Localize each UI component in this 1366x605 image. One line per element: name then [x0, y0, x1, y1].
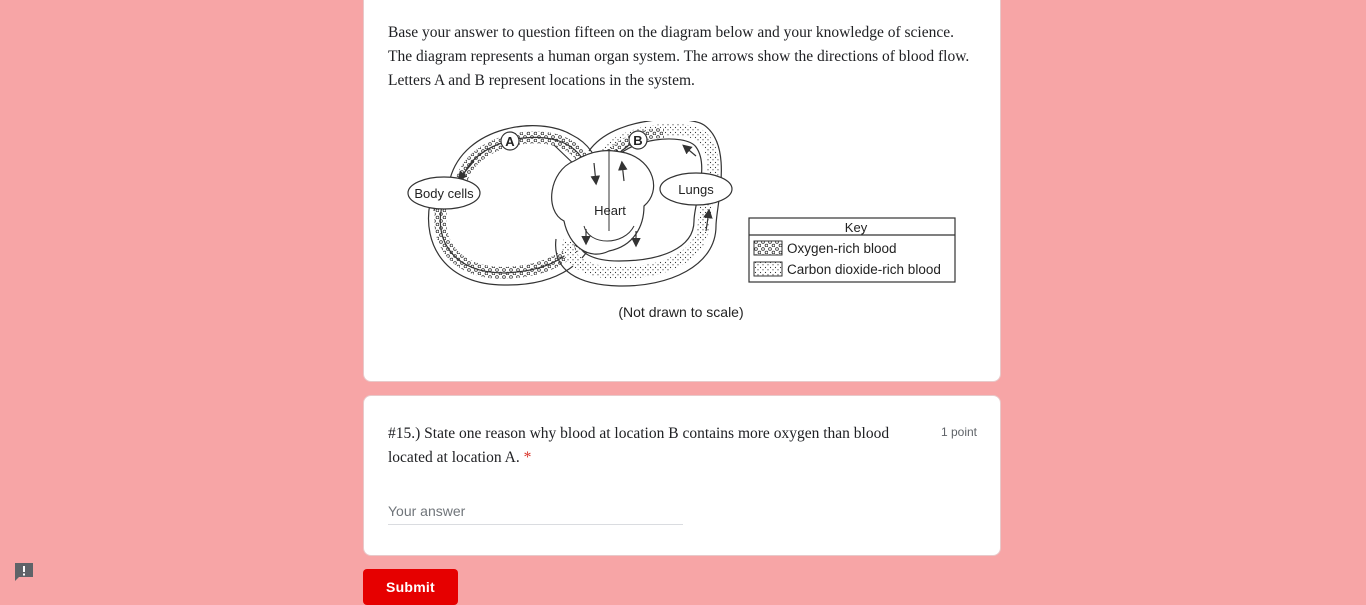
- diagram-key: [749, 218, 955, 282]
- body-cells-label: Body cells: [414, 186, 474, 201]
- question-text: #15.) State one reason why blood at location B contains more oxygen than blood located at location A.: [388, 425, 890, 466]
- location-b-marker: [629, 131, 647, 149]
- answer-input[interactable]: [388, 500, 683, 525]
- question-description: [388, 21, 988, 93]
- location-a-marker: [501, 132, 519, 150]
- points-label: 1 point: [940, 425, 977, 439]
- description-line-1: Base your answer to question fifteen on the diagram below and your knowledge of science.: [388, 24, 955, 41]
- heart-shape: [552, 149, 654, 254]
- body-cells-node: [408, 177, 480, 209]
- diagram-question-card: [363, 0, 1001, 382]
- heart-label: Heart: [594, 203, 626, 218]
- circulatory-system-diagram: [404, 121, 964, 331]
- location-a-label: A: [505, 134, 515, 149]
- key-oxygen-label: Oxygen-rich blood: [787, 241, 897, 256]
- key-co2-label: Carbon dioxide-rich blood: [787, 262, 941, 277]
- answer-question-card: [363, 395, 1001, 556]
- location-b-label: B: [633, 133, 643, 148]
- lungs-label: Lungs: [678, 182, 714, 197]
- question-title: [388, 422, 908, 470]
- lungs-node: [660, 173, 732, 205]
- diagram-caption: (Not drawn to scale): [618, 304, 744, 320]
- description-line-3: Letters A and B represent locations in the system.: [388, 72, 695, 89]
- key-title: Key: [844, 220, 868, 235]
- submit-button[interactable]: Submit: [363, 569, 458, 605]
- report-problem-icon[interactable]: [13, 562, 35, 582]
- required-asterisk: *: [523, 449, 532, 466]
- description-line-2: The diagram represents a human organ system. The arrows show the directions of blood flow.: [388, 48, 970, 65]
